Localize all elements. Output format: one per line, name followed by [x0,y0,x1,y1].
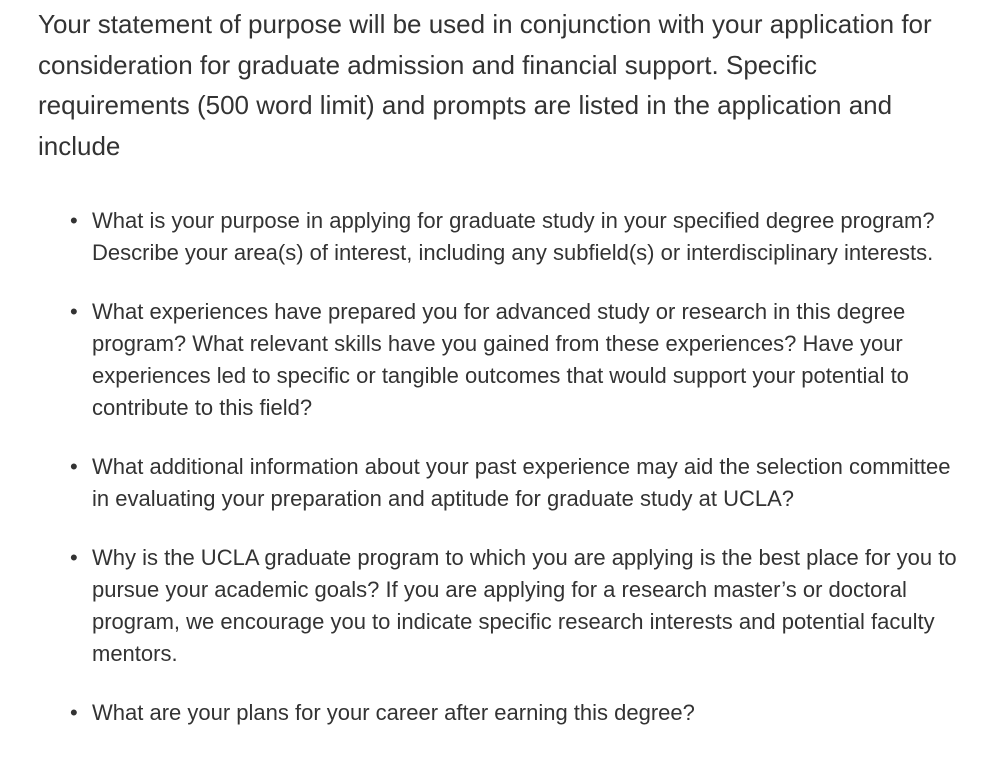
prompt-text: Why is the UCLA graduate program to which you are applying is the best place for you to pursue your academic goals? If you are applying for a research master’s or doctoral program, we encourage you to indicate specific research interests and potential faculty mentors. [92,545,957,666]
prompt-text: What experiences have prepared you for advanced study or research in this degree program? What relevant skills have you gained from these experiences? Have your experiences led to specific or tangible outcomes that would support your potential to contribute to this field? [92,299,909,420]
list-item [38,296,970,424]
bullet-icon: • [70,299,78,324]
list-item [38,542,970,670]
prompt-text: What are your plans for your career after earning this degree? [92,700,695,725]
list-item [38,697,970,729]
prompt-text: What is your purpose in applying for graduate study in your specified degree program? Describe your area(s) of interest, including any subfield(s) or interdisciplinary interests. [92,208,935,265]
bullet-icon: • [70,208,78,233]
prompt-text: What additional information about your past experience may aid the selection committee in evaluating your preparation and aptitude for graduate study at UCLA? [92,454,951,511]
list-item [38,451,970,515]
bullet-icon: • [70,454,78,479]
bullet-icon: • [70,700,78,725]
bullet-icon: • [70,545,78,570]
intro-paragraph: Your statement of purpose will be used in conjunction with your application for consideration for graduate admission and financial support. Specific requirements (500 word limit) and prompts are listed in the application and include [38,9,932,161]
prompt-list [38,205,970,729]
list-item [38,205,970,269]
